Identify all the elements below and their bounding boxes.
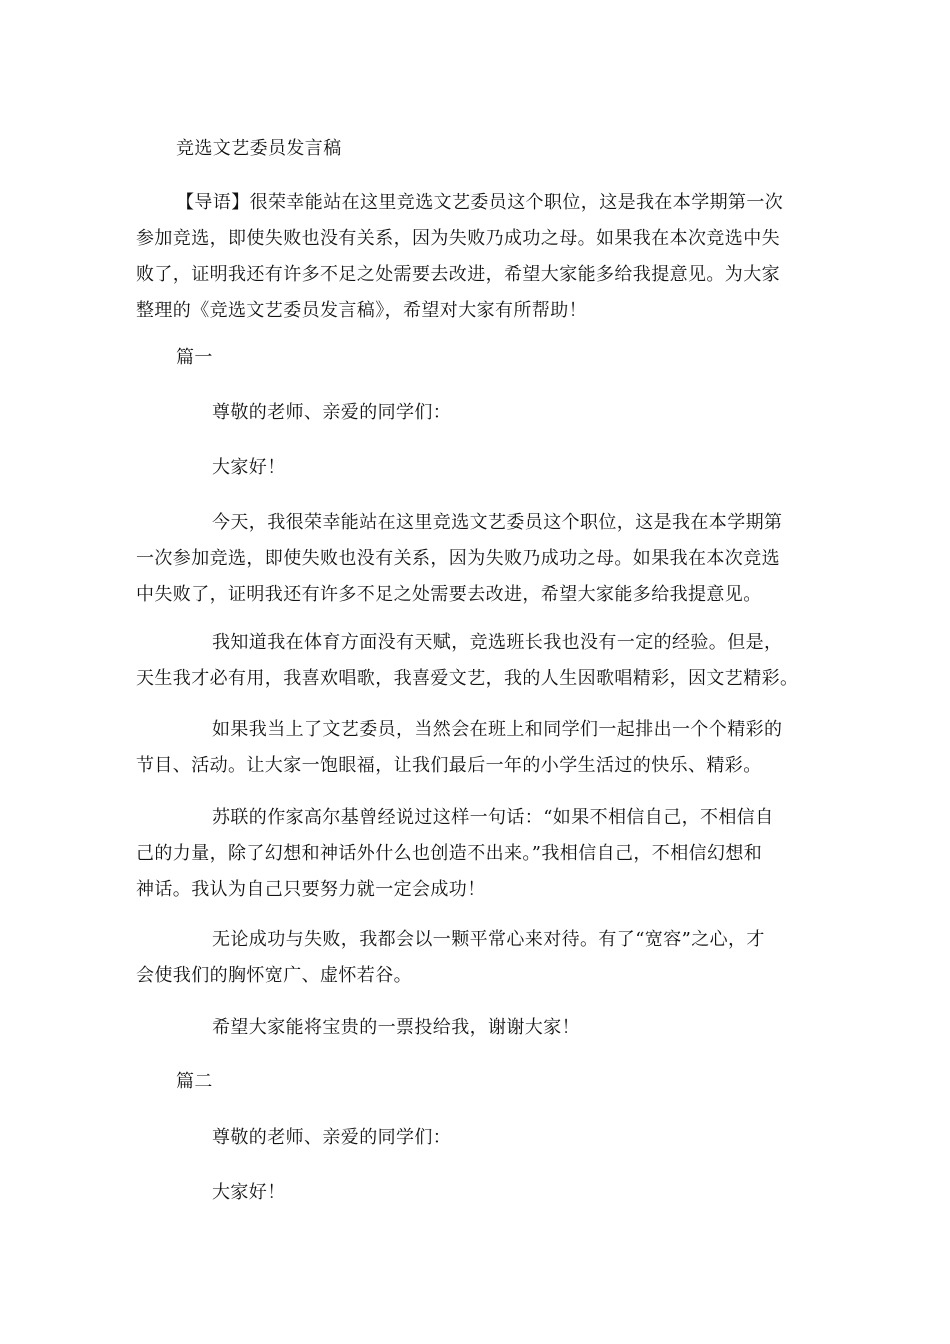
paragraph-line: 中失败了，证明我还有许多不足之处需要去改进，希望大家能多给我提意见。 bbox=[136, 584, 762, 605]
section1-paragraph-4 bbox=[136, 800, 774, 908]
section1-heading bbox=[176, 340, 213, 376]
paragraph-line: 如果我当上了文艺委员，当然会在班上和同学们一起排出一个个精彩的 bbox=[212, 719, 783, 740]
greeting-text: 大家好！ bbox=[212, 457, 286, 478]
intro-line: 整理的《竞选文艺委员发言稿》，希望对大家有所帮助！ bbox=[136, 300, 587, 321]
paragraph-line: 天生我才必有用，我喜欢唱歌，我喜爱文艺，我的人生因歌唱精彩，因文艺精彩。 bbox=[136, 668, 799, 689]
paragraph-line: 苏联的作家高尔基曾经说过这样一句话：“如果不相信自己，不相信自 bbox=[212, 807, 774, 828]
paragraph-line: 己的力量，除了幻想和神话外什么也创造不出来。”我相信自己，不相信幻想和 bbox=[136, 843, 763, 864]
section1-paragraph-2 bbox=[136, 625, 799, 697]
title-text: 竞选文艺委员发言稿 bbox=[176, 138, 342, 159]
heading-text: 篇一 bbox=[176, 347, 213, 368]
section1-closing bbox=[212, 1010, 580, 1046]
section1-paragraph-5 bbox=[136, 922, 765, 994]
closing-text: 希望大家能将宝贵的一票投给我，谢谢大家！ bbox=[212, 1017, 580, 1038]
section2-greeting bbox=[212, 1175, 286, 1211]
paragraph-line: 会使我们的胸怀宽广、虚怀若谷。 bbox=[136, 965, 412, 986]
section1-greeting bbox=[212, 450, 286, 486]
salutation-text: 尊敬的老师、亲爱的同学们： bbox=[212, 1127, 452, 1148]
paragraph-line: 今天，我很荣幸能站在这里竞选文艺委员这个职位，这是我在本学期第 bbox=[212, 512, 783, 533]
section1-salutation bbox=[212, 395, 451, 431]
intro-line: 【导语】很荣幸能站在这里竞选文艺委员这个职位，这是我在本学期第一次 bbox=[176, 192, 784, 213]
section1-paragraph-1 bbox=[136, 505, 783, 613]
section2-salutation bbox=[212, 1120, 451, 1156]
intro-paragraph bbox=[136, 185, 784, 329]
paragraph-line: 神话。我认为自己只要努力就一定会成功！ bbox=[136, 879, 486, 900]
paragraph-line: 一次参加竞选，即使失败也没有关系，因为失败乃成功之母。如果我在本次竞选 bbox=[136, 548, 780, 569]
paragraph-line: 节目、活动。让大家一饱眼福，让我们最后一年的小学生活过的快乐、精彩。 bbox=[136, 755, 762, 776]
paragraph-line: 无论成功与失败，我都会以一颗平常心来对待。有了“宽容”之心，才 bbox=[212, 929, 765, 950]
paragraph-line: 我知道我在体育方面没有天赋，竞选班长我也没有一定的经验。但是， bbox=[212, 632, 783, 653]
salutation-text: 尊敬的老师、亲爱的同学们： bbox=[212, 402, 452, 423]
heading-text: 篇二 bbox=[176, 1071, 213, 1092]
section2-heading bbox=[176, 1064, 213, 1100]
intro-line: 败了，证明我还有许多不足之处需要去改进，希望大家能多给我提意见。为大家 bbox=[136, 264, 780, 285]
section1-paragraph-3 bbox=[136, 712, 783, 784]
intro-line: 参加竞选，即使失败也没有关系，因为失败乃成功之母。如果我在本次竞选中失 bbox=[136, 228, 780, 249]
document-title bbox=[176, 131, 342, 167]
greeting-text: 大家好！ bbox=[212, 1182, 286, 1203]
